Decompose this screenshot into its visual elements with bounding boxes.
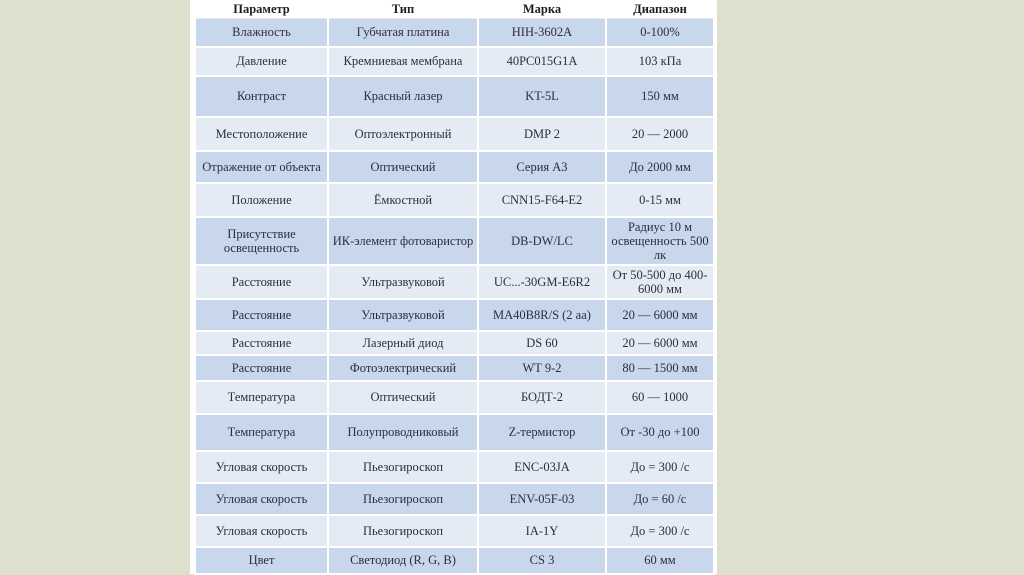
cell-type: Губчатая платина [328,19,478,47]
cell-range: Радиус 10 м освещенность 500 лк [606,217,714,265]
cell-type: Пьезогироскоп [328,483,478,515]
slide [190,0,717,574]
cell-parameter: Положение [195,183,328,217]
cell-brand: ENC-03JA [478,451,606,483]
cell-brand: DB-DW/LC [478,217,606,265]
table-row [195,515,714,547]
cell-parameter: Температура [195,381,328,414]
header-parameter: Параметр [195,0,328,19]
table-row [195,19,714,47]
cell-parameter: Расстояние [195,265,328,299]
cell-brand: Серия А3 [478,151,606,183]
cell-parameter: Местоположение [195,117,328,151]
cell-type: Оптоэлектронный [328,117,478,151]
cell-parameter: Контраст [195,76,328,117]
cell-parameter: Присутствие освещенность [195,217,328,265]
cell-parameter: Отражение от объекта [195,151,328,183]
cell-parameter: Расстояние [195,299,328,331]
cell-type: Полупроводниковый [328,414,478,451]
cell-range: От 50-500 до 400-6000 мм [606,265,714,299]
cell-brand: CNN15-F64-E2 [478,183,606,217]
table-row [195,217,714,265]
cell-brand: CS 3 [478,547,606,574]
table-row [195,483,714,515]
cell-brand: KT-5L [478,76,606,117]
header-type: Тип [328,0,478,19]
cell-range: 80 — 1500 мм [606,355,714,381]
cell-type: Ёмкостной [328,183,478,217]
cell-brand: Z-термистор [478,414,606,451]
table-row [195,547,714,574]
table-row [195,451,714,483]
cell-range: 60 мм [606,547,714,574]
table-row [195,414,714,451]
cell-type: Пьезогироскоп [328,451,478,483]
cell-brand: DS 60 [478,331,606,355]
table-row [195,151,714,183]
cell-range: 60 — 1000 [606,381,714,414]
cell-parameter: Давление [195,47,328,76]
table-row [195,76,714,117]
cell-type: Фотоэлектрический [328,355,478,381]
cell-range: 0-100% [606,19,714,47]
table-row [195,183,714,217]
table-header-row [195,0,714,19]
cell-type: Лазерный диод [328,331,478,355]
table-row [195,117,714,151]
cell-type: Ультразвуковой [328,299,478,331]
sensor-table [194,0,715,575]
cell-parameter: Угловая скорость [195,451,328,483]
cell-parameter: Угловая скорость [195,483,328,515]
cell-range: 20 — 6000 мм [606,331,714,355]
cell-range: До = 60 /с [606,483,714,515]
cell-parameter: Цвет [195,547,328,574]
cell-range: От -30 до +100 [606,414,714,451]
cell-range: 20 — 2000 [606,117,714,151]
table-row [195,381,714,414]
cell-parameter: Температура [195,414,328,451]
cell-type: Красный лазер [328,76,478,117]
cell-parameter: Угловая скорость [195,515,328,547]
cell-range: До 2000 мм [606,151,714,183]
cell-brand: WT 9-2 [478,355,606,381]
table-row [195,265,714,299]
cell-brand: 40PC015G1A [478,47,606,76]
cell-range: До = 300 /с [606,451,714,483]
cell-brand: MA40B8R/S (2 aa) [478,299,606,331]
cell-type: Пьезогироскоп [328,515,478,547]
cell-range: До = 300 /с [606,515,714,547]
cell-brand: ENV-05F-03 [478,483,606,515]
cell-range: 150 мм [606,76,714,117]
cell-brand: UC...-30GM-E6R2 [478,265,606,299]
header-brand: Марка [478,0,606,19]
cell-range: 20 — 6000 мм [606,299,714,331]
cell-type: ИК-элемент фотоваристор [328,217,478,265]
table-row [195,47,714,76]
cell-brand: DMP 2 [478,117,606,151]
cell-brand: IA-1Y [478,515,606,547]
cell-range: 0-15 мм [606,183,714,217]
cell-brand: БОДТ-2 [478,381,606,414]
cell-range: 103 кПа [606,47,714,76]
header-range: Диапазон [606,0,714,19]
cell-type: Кремниевая мембрана [328,47,478,76]
table-row [195,355,714,381]
cell-type: Светодиод (R, G, B) [328,547,478,574]
cell-parameter: Влажность [195,19,328,47]
cell-brand: HIH-3602A [478,19,606,47]
cell-type: Оптический [328,381,478,414]
cell-parameter: Расстояние [195,331,328,355]
cell-type: Ультразвуковой [328,265,478,299]
table-row [195,299,714,331]
table-row [195,331,714,355]
cell-parameter: Расстояние [195,355,328,381]
cell-type: Оптический [328,151,478,183]
